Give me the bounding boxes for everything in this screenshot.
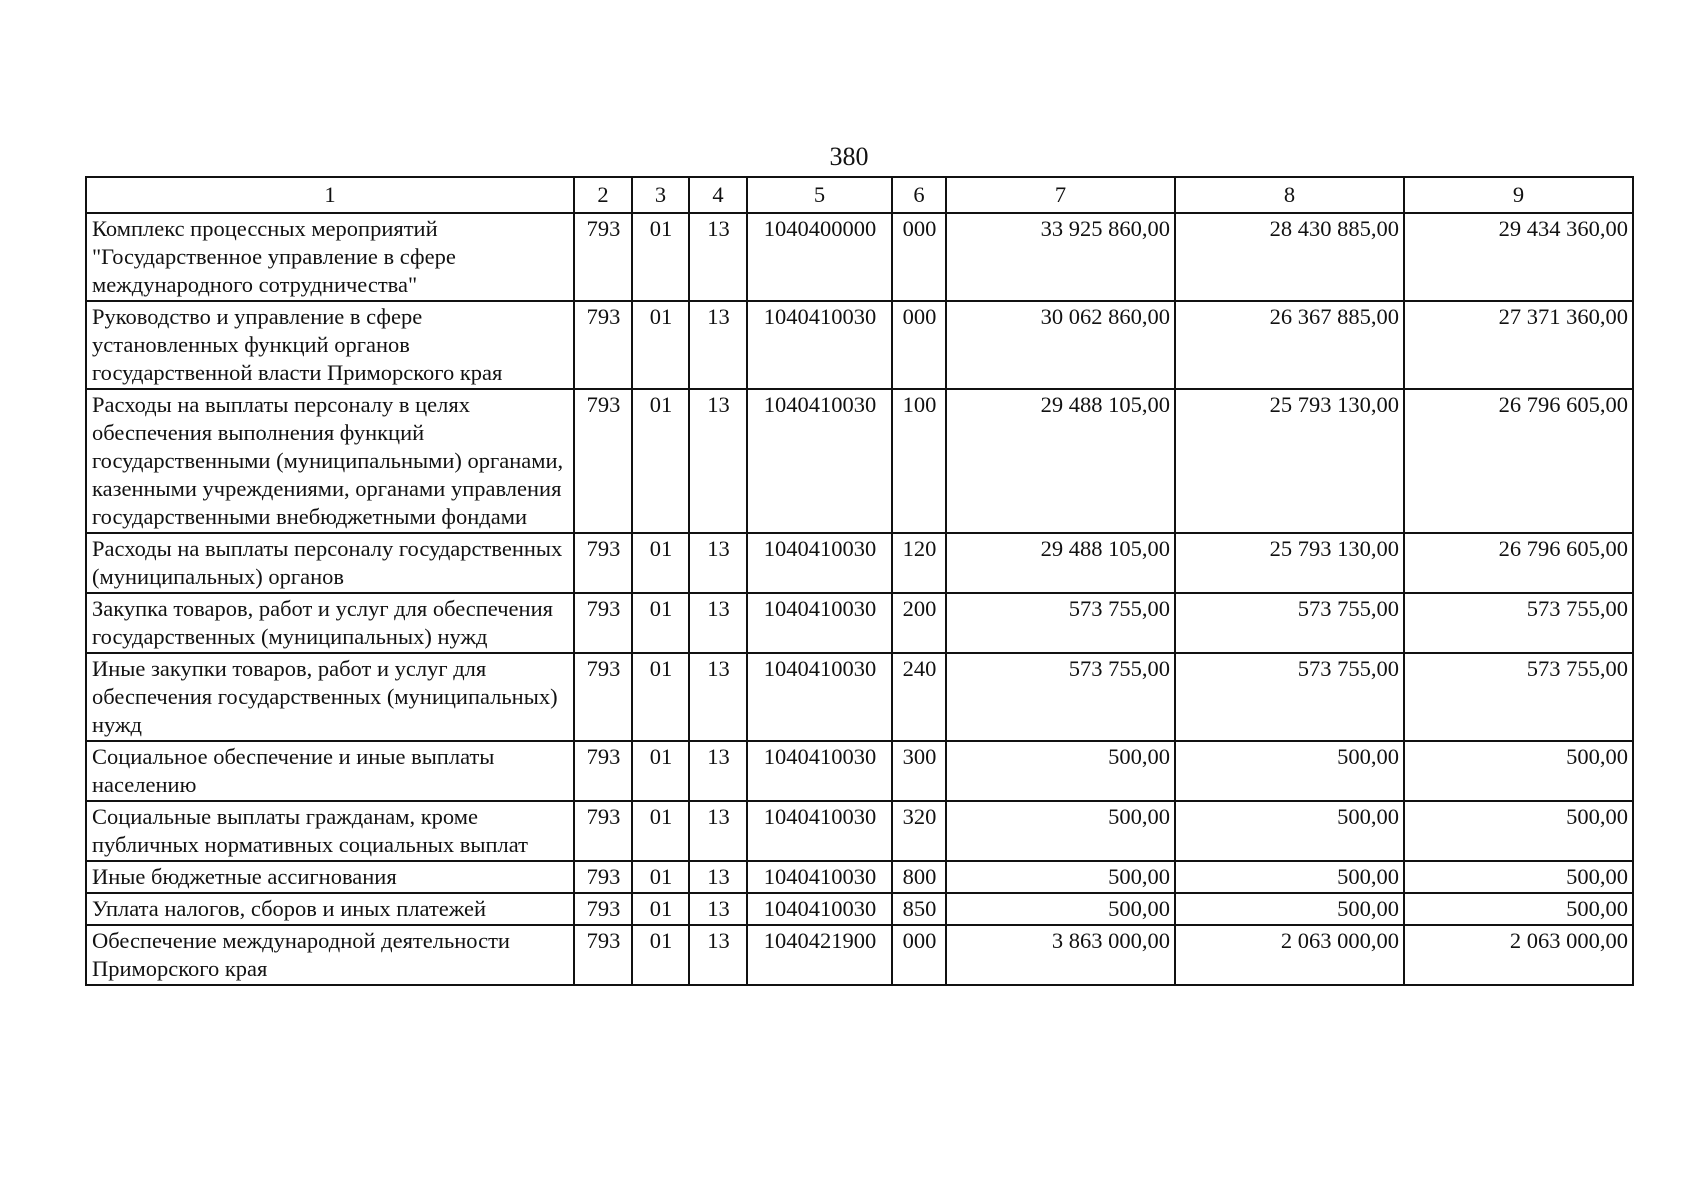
section-code: 01 <box>632 593 689 653</box>
target-article-code: 1040410030 <box>747 593 892 653</box>
budget-table <box>85 176 1634 986</box>
row-name: Иные бюджетные ассигнования <box>86 861 574 893</box>
amount-col-8: 25 793 130,00 <box>1175 533 1404 593</box>
table-row <box>86 213 1633 301</box>
row-name: Комплекс процессных мероприятий "Государственное управление в сфере международного сотрудничества" <box>86 213 574 301</box>
amount-col-9: 29 434 360,00 <box>1404 213 1633 301</box>
amount-col-8: 500,00 <box>1175 861 1404 893</box>
section-code: 01 <box>632 213 689 301</box>
target-article-code: 1040410030 <box>747 861 892 893</box>
amount-col-9: 26 796 605,00 <box>1404 533 1633 593</box>
ministry-code: 793 <box>574 213 632 301</box>
expense-type-code: 100 <box>892 389 946 533</box>
table-row <box>86 861 1633 893</box>
subsection-code: 13 <box>689 925 747 985</box>
header-col-5: 5 <box>747 177 892 213</box>
subsection-code: 13 <box>689 741 747 801</box>
target-article-code: 1040410030 <box>747 741 892 801</box>
section-code: 01 <box>632 741 689 801</box>
amount-col-9: 2 063 000,00 <box>1404 925 1633 985</box>
amount-col-7: 33 925 860,00 <box>946 213 1175 301</box>
amount-col-7: 573 755,00 <box>946 653 1175 741</box>
target-article-code: 1040410030 <box>747 801 892 861</box>
table-row <box>86 301 1633 389</box>
row-name: Иные закупки товаров, работ и услуг для обеспечения государственных (муниципальных) нужд <box>86 653 574 741</box>
table-row <box>86 925 1633 985</box>
subsection-code: 13 <box>689 653 747 741</box>
subsection-code: 13 <box>689 533 747 593</box>
amount-col-7: 29 488 105,00 <box>946 533 1175 593</box>
section-code: 01 <box>632 653 689 741</box>
amount-col-8: 500,00 <box>1175 801 1404 861</box>
amount-col-8: 2 063 000,00 <box>1175 925 1404 985</box>
header-col-1: 1 <box>86 177 574 213</box>
amount-col-8: 573 755,00 <box>1175 593 1404 653</box>
amount-col-7: 30 062 860,00 <box>946 301 1175 389</box>
expense-type-code: 800 <box>892 861 946 893</box>
target-article-code: 1040410030 <box>747 893 892 925</box>
section-code: 01 <box>632 861 689 893</box>
amount-col-7: 500,00 <box>946 893 1175 925</box>
section-code: 01 <box>632 801 689 861</box>
subsection-code: 13 <box>689 861 747 893</box>
ministry-code: 793 <box>574 389 632 533</box>
section-code: 01 <box>632 893 689 925</box>
header-col-6: 6 <box>892 177 946 213</box>
header-col-7: 7 <box>946 177 1175 213</box>
row-name: Обеспечение международной деятельности Приморского края <box>86 925 574 985</box>
ministry-code: 793 <box>574 301 632 389</box>
amount-col-8: 25 793 130,00 <box>1175 389 1404 533</box>
expense-type-code: 000 <box>892 301 946 389</box>
table-row <box>86 593 1633 653</box>
ministry-code: 793 <box>574 741 632 801</box>
amount-col-8: 500,00 <box>1175 741 1404 801</box>
header-col-4: 4 <box>689 177 747 213</box>
ministry-code: 793 <box>574 861 632 893</box>
expense-type-code: 000 <box>892 925 946 985</box>
table-row <box>86 741 1633 801</box>
amount-col-7: 573 755,00 <box>946 593 1175 653</box>
section-code: 01 <box>632 301 689 389</box>
table-row <box>86 801 1633 861</box>
row-name: Уплата налогов, сборов и иных платежей <box>86 893 574 925</box>
amount-col-7: 29 488 105,00 <box>946 389 1175 533</box>
subsection-code: 13 <box>689 389 747 533</box>
header-col-8: 8 <box>1175 177 1404 213</box>
amount-col-7: 3 863 000,00 <box>946 925 1175 985</box>
subsection-code: 13 <box>689 213 747 301</box>
row-name: Расходы на выплаты персоналу государственных (муниципальных) органов <box>86 533 574 593</box>
page-number: 380 <box>829 142 869 171</box>
section-code: 01 <box>632 533 689 593</box>
expense-type-code: 300 <box>892 741 946 801</box>
ministry-code: 793 <box>574 593 632 653</box>
section-code: 01 <box>632 925 689 985</box>
amount-col-9: 26 796 605,00 <box>1404 389 1633 533</box>
amount-col-9: 573 755,00 <box>1404 593 1633 653</box>
section-code: 01 <box>632 389 689 533</box>
subsection-code: 13 <box>689 801 747 861</box>
header-row <box>86 177 1633 213</box>
ministry-code: 793 <box>574 653 632 741</box>
ministry-code: 793 <box>574 925 632 985</box>
row-name: Социальные выплаты гражданам, кроме публичных нормативных социальных выплат <box>86 801 574 861</box>
row-name: Закупка товаров, работ и услуг для обеспечения государственных (муниципальных) нужд <box>86 593 574 653</box>
amount-col-9: 500,00 <box>1404 801 1633 861</box>
expense-type-code: 850 <box>892 893 946 925</box>
header-col-2: 2 <box>574 177 632 213</box>
subsection-code: 13 <box>689 593 747 653</box>
target-article-code: 1040400000 <box>747 213 892 301</box>
target-article-code: 1040410030 <box>747 653 892 741</box>
header-col-3: 3 <box>632 177 689 213</box>
amount-col-7: 500,00 <box>946 741 1175 801</box>
amount-col-9: 500,00 <box>1404 861 1633 893</box>
subsection-code: 13 <box>689 893 747 925</box>
amount-col-7: 500,00 <box>946 801 1175 861</box>
amount-col-8: 573 755,00 <box>1175 653 1404 741</box>
expense-type-code: 320 <box>892 801 946 861</box>
table-row <box>86 533 1633 593</box>
amount-col-9: 27 371 360,00 <box>1404 301 1633 389</box>
table-row <box>86 893 1633 925</box>
table-row <box>86 653 1633 741</box>
expense-type-code: 000 <box>892 213 946 301</box>
amount-col-7: 500,00 <box>946 861 1175 893</box>
amount-col-8: 28 430 885,00 <box>1175 213 1404 301</box>
ministry-code: 793 <box>574 533 632 593</box>
amount-col-9: 500,00 <box>1404 893 1633 925</box>
expense-type-code: 200 <box>892 593 946 653</box>
subsection-code: 13 <box>689 301 747 389</box>
header-col-9: 9 <box>1404 177 1633 213</box>
expense-type-code: 240 <box>892 653 946 741</box>
target-article-code: 1040410030 <box>747 389 892 533</box>
amount-col-8: 26 367 885,00 <box>1175 301 1404 389</box>
target-article-code: 1040410030 <box>747 533 892 593</box>
expense-type-code: 120 <box>892 533 946 593</box>
amount-col-8: 500,00 <box>1175 893 1404 925</box>
row-name: Социальное обеспечение и иные выплаты населению <box>86 741 574 801</box>
ministry-code: 793 <box>574 801 632 861</box>
ministry-code: 793 <box>574 893 632 925</box>
row-name: Расходы на выплаты персоналу в целях обеспечения выполнения функций государственными (муниципальными) органами, казенными учреждениями, органами управления государственными внебюджетными фондами <box>86 389 574 533</box>
row-name: Руководство и управление в сфере установленных функций органов государственной власти Приморского края <box>86 301 574 389</box>
target-article-code: 1040410030 <box>747 301 892 389</box>
amount-col-9: 573 755,00 <box>1404 653 1633 741</box>
amount-col-9: 500,00 <box>1404 741 1633 801</box>
table-row <box>86 389 1633 533</box>
target-article-code: 1040421900 <box>747 925 892 985</box>
